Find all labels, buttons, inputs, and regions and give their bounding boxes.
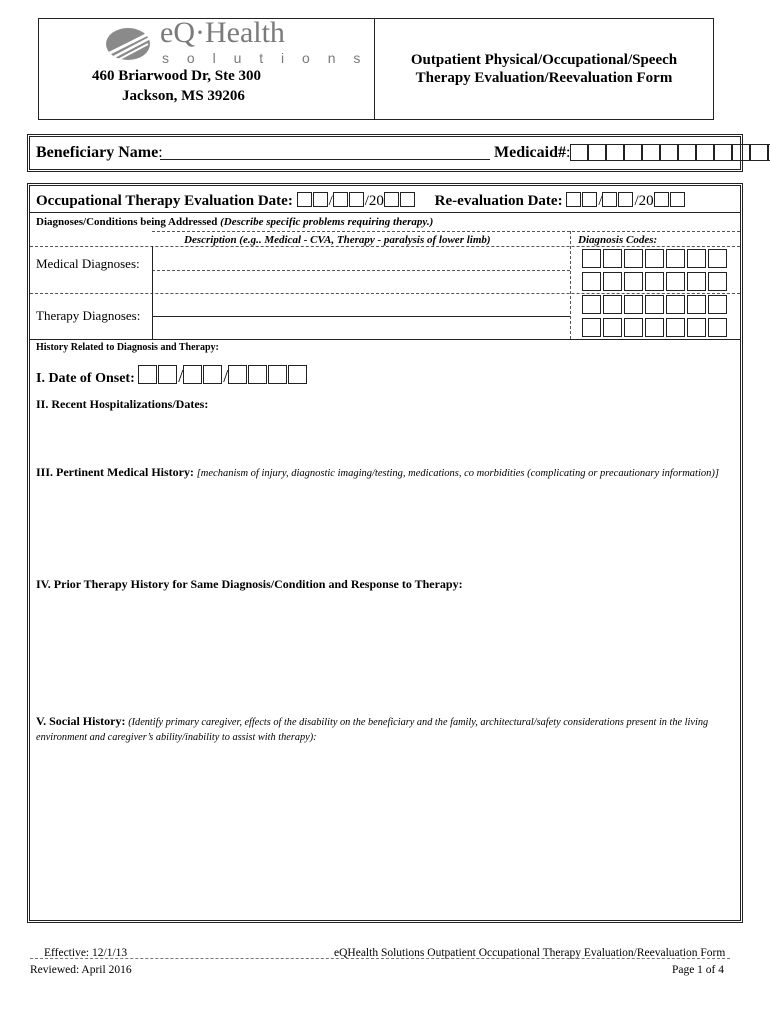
medical-history-label: III. Pertinent Medical History [36,465,190,479]
social-history-field[interactable] [36,746,736,916]
reeval-date-slash-1: / [598,193,603,209]
onset-month-box-1[interactable] [138,365,157,384]
row-sep-2 [152,231,740,232]
form-title-line-2: Therapy Evaluation/Reevaluation Form [415,70,673,86]
medical-history-row [36,465,726,481]
medicaid-number-boxes[interactable] [570,144,770,161]
beneficiary-name-colon: : [158,144,163,161]
eval-year-prefix: 20 [368,193,384,209]
medical-history-colon: : [189,467,194,479]
diagnosis-code-boxes-1[interactable] [582,249,727,268]
reeval-year-prefix: 20 [638,193,654,209]
diagnoses-heading: Diagnoses/Conditions being Addressed [36,216,218,228]
address-line-2: Jackson, MS 39206 [122,88,245,104]
reeval-day-box-1[interactable] [602,192,617,207]
eval-year-box-2[interactable] [400,192,415,207]
eval-date-slash-2: / [364,193,369,209]
diag-grid-line [30,246,740,247]
medical-diagnosis-field-2[interactable] [154,271,568,292]
history-heading: History Related to Diagnosis and Therapy: [36,342,219,353]
therapy-diagnosis-field-2[interactable] [154,317,568,338]
medical-diagnoses-label: Medical Diagnoses: [36,256,140,271]
eval-month-box-2[interactable] [313,192,328,207]
onset-row [36,365,308,387]
diagnosis-code-boxes-2[interactable] [582,272,727,291]
eval-day-box-2[interactable] [349,192,364,207]
row-sep-3 [30,339,740,340]
footer-form-name: eQHealth Solutions Outpatient Occupational Therapy Evaluation/Reevaluation Form [334,947,726,959]
reeval-year-box-2[interactable] [670,192,685,207]
medicaid-colon: : [566,144,571,161]
onset-slash-1: / [178,366,184,386]
hospitalizations-field[interactable] [36,414,736,462]
eval-month-box-1[interactable] [297,192,312,207]
onset-year-box-2[interactable] [248,365,267,384]
beneficiary-name-label: Beneficiary Name [36,144,159,161]
diagnosis-code-boxes-4[interactable] [582,318,727,337]
onset-year-box-1[interactable] [228,365,247,384]
eval-year-box-1[interactable] [384,192,399,207]
therapy-diagnoses-label: Therapy Diagnoses: [36,308,141,323]
onset-year-box-4[interactable] [288,365,307,384]
onset-label: I. Date of Onset: [36,371,135,386]
eval-date-label: Occupational Therapy Evaluation Date: [36,193,293,209]
reeval-day-box-2[interactable] [618,192,633,207]
therapy-diagnosis-field-1[interactable] [154,294,568,315]
hospitalizations-label: II. Recent Hospitalizations/Dates: [36,397,209,411]
onset-slash-2: / [223,366,229,386]
eval-date-row [36,192,686,210]
form-title-line-1: Outpatient Physical/Occupational/Speech [410,52,678,68]
onset-month-box-2[interactable] [158,365,177,384]
prior-therapy-field[interactable] [36,594,736,710]
row-sep-1 [30,212,740,213]
footer-reviewed: Reviewed: April 2016 [30,964,132,976]
reeval-month-box-1[interactable] [566,192,581,207]
logo-name: eQ·Health [160,16,285,49]
social-history-hint: (Identify primary caregiver, effects of the disability on the beneficiary and the family, architectural/safety considerations present in the living environment and caregiver’s ability/inability to assist with therapy): [36,717,709,743]
diagnosis-code-boxes-3[interactable] [582,295,727,314]
eqhealth-logo-icon [104,24,156,64]
diagnoses-heading-row [36,216,433,228]
onset-day-box-1[interactable] [183,365,202,384]
footer-page-number: Page 1 of 4 [671,964,724,976]
medical-diagnosis-field-1[interactable] [154,248,568,269]
reeval-month-box-2[interactable] [582,192,597,207]
medicaid-row [494,144,570,162]
beneficiary-name-field[interactable] [160,158,490,160]
onset-year-box-3[interactable] [268,365,287,384]
medicaid-label: Medicaid# [494,144,566,161]
diag-col-divider-1 [152,246,153,339]
medical-history-field[interactable] [36,496,736,576]
footer-effective: Effective: 12/1/13 [44,947,128,959]
social-history-row [36,714,736,745]
diag-col-divider-2 [570,231,571,339]
reeval-date-slash-2: / [634,193,639,209]
onset-day-box-2[interactable] [203,365,222,384]
header-divider [374,18,375,120]
eval-day-box-1[interactable] [333,192,348,207]
reeval-year-box-1[interactable] [654,192,669,207]
diagnosis-codes-header: Diagnosis Codes: [578,234,658,246]
eval-date-slash-1: / [328,193,333,209]
social-history-label: V. Social History: [36,714,126,728]
medical-history-hint: [mechanism of injury, diagnostic imaging/testing, medications, co morbidities (complicating or precautionary information)] [196,468,719,479]
prior-therapy-label: IV. Prior Therapy History for Same Diagnosis/Condition and Response to Therapy: [36,577,463,591]
description-header: Description (e.g.. Medical - CVA, Therapy - paralysis of lower limb) [184,234,491,246]
logo-subtitle: s o l u t i o n s [162,50,368,66]
reeval-date-label: Re-evaluation Date: [434,193,563,209]
address-line-1: 460 Briarwood Dr, Ste 300 [92,68,262,84]
beneficiary-row [36,144,163,162]
diagnoses-hint: (Describe specific problems requiring therapy.) [220,216,434,228]
